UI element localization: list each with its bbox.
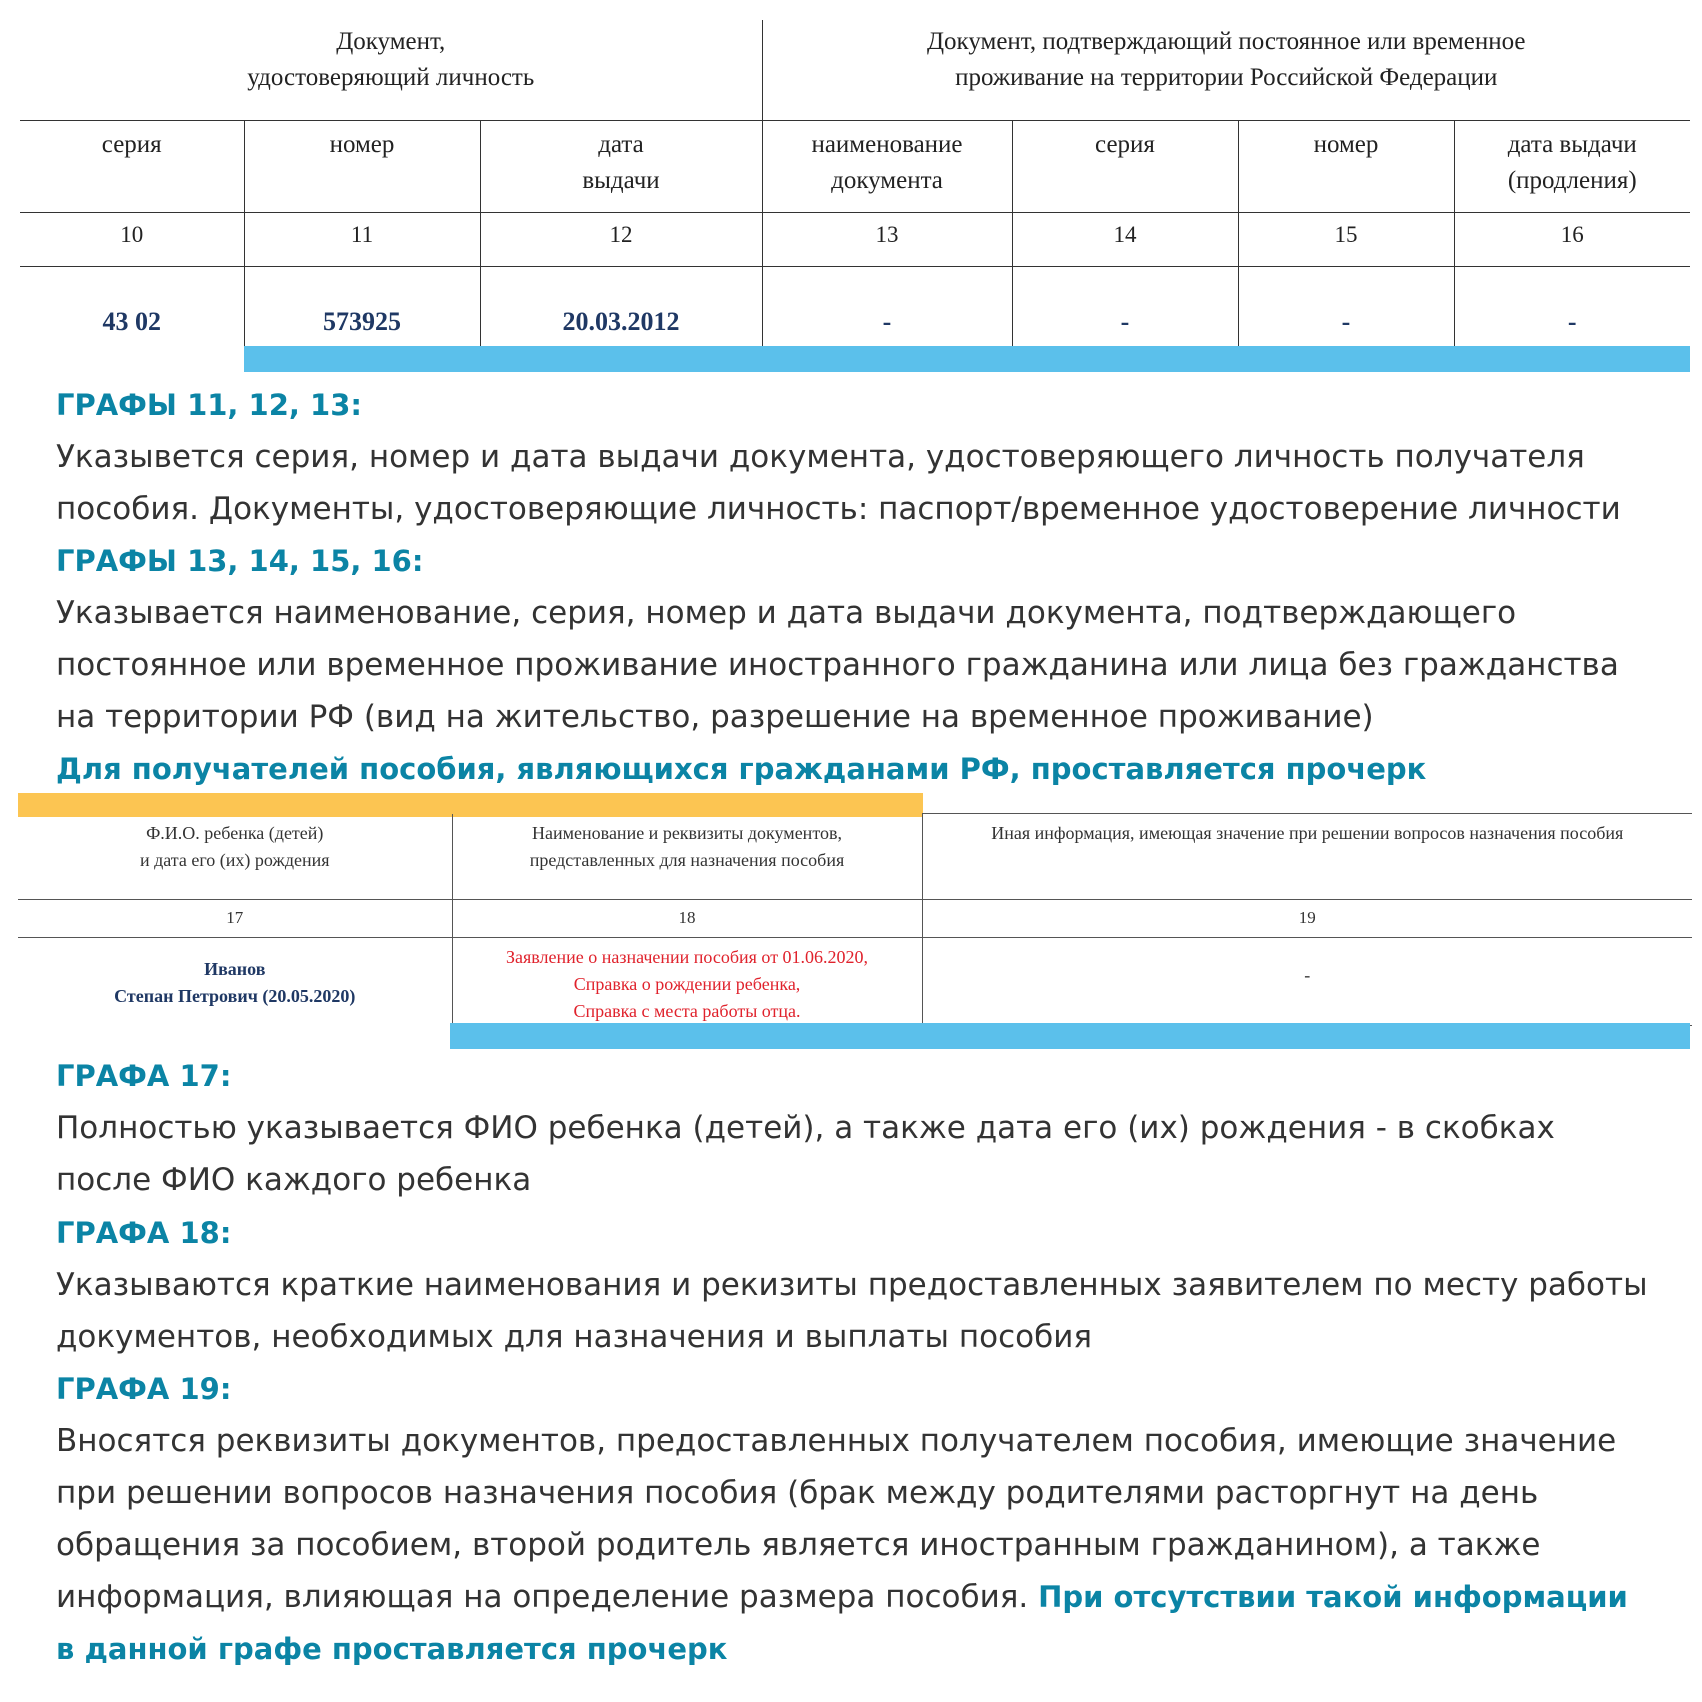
section-text: информация, влияющая на определение размера пособия. [56,1579,1029,1615]
section-text-line: пособия. Документы, удостоверяющие личность: паспорт/временное удостоверение личности [56,491,1621,527]
column-header: наименование документа [762,120,1012,212]
column-header: серия [20,120,244,212]
column-number: 17 [18,900,452,938]
column-header-other-info: Иная информация, имеющая значение при решении вопросов назначения пособия [922,814,1692,900]
children-documents-table [18,813,1692,1026]
column-header: номер [1238,120,1454,212]
cell-residence-doc-name: - [762,266,1012,348]
column-number: 14 [1012,212,1238,266]
section-title-11-13: ГРАФЫ 11, 12, 13: [56,388,362,422]
group-header-identity-document: Документ, удостоверяющий личность [20,20,762,120]
section-text-line: постоянное или временное проживание иностранного гражданина или лица без гражданства [56,647,1619,683]
column-number: 18 [452,900,922,938]
cell-passport-number: 573925 [244,266,480,348]
column-number: 12 [480,212,762,266]
cell-residence-doc-number: - [1238,266,1454,348]
section-text-line: Указывется серия, номер и дата выдачи документа, удостоверяющего личность получателя [56,439,1585,475]
column-header: серия [1012,120,1238,212]
cell-residence-doc-series: - [1012,266,1238,348]
column-number: 16 [1454,212,1690,266]
group-header-residence-document: Документ, подтверждающий постоянное или временное проживание на территории Российской Федерации [762,20,1690,120]
column-number: 19 [922,900,1692,938]
cell-residence-doc-date: - [1454,266,1690,348]
section-text-line: Указывается наименование, серия, номер и дата выдачи документа, подтверждающего [56,595,1517,631]
section-title-17: ГРАФА 17: [56,1059,232,1093]
column-number: 11 [244,212,480,266]
section-text-line: после ФИО каждого ребенка [56,1162,532,1198]
column-header-documents: Наименование и реквизиты документов, представленных для назначения пособия [452,814,922,900]
column-number: 15 [1238,212,1454,266]
column-header-child: Ф.И.О. ребенка (детей) и дата его (их) рождения [18,814,452,900]
section-text-line: на территории РФ (вид на жительство, разрешение на временное проживание) [56,699,1374,735]
section-text-line: Вносятся реквизиты документов, предоставленных получателем пособия, имеющие значение [56,1423,1617,1459]
cell-child-name: Иванов Степан Петрович (20.05.2020) [18,938,452,1026]
highlight-bar-blue [244,346,1690,372]
section-title-19: ГРАФА 19: [56,1372,232,1406]
column-header: дата выдачи [480,120,762,212]
cell-issue-date: 20.03.2012 [480,266,762,348]
highlight-text: При отсутствии такой информации [1038,1580,1628,1614]
cell-documents-list: Заявление о назначении пособия от 01.06.2020, Справка о рождении ребенка, Справка с места работы отца. [452,938,922,1026]
section-title-13-16: ГРАФЫ 13, 14, 15, 16: [56,544,424,578]
cell-passport-series: 43 02 [20,266,244,348]
cell-other-info: - [922,938,1692,1026]
section-text-line [56,1571,1628,1623]
column-header: дата выдачи (продления) [1454,120,1690,212]
section-text-line: документов, необходимых для назначения и выплаты пособия [56,1319,1093,1355]
section-text-line: Полностью указывается ФИО ребенка (детей), а также дата его (их) рождения - в скобках [56,1110,1555,1146]
section-title-18: ГРАФА 18: [56,1216,232,1250]
dash-note: Для получателей пособия, являющихся гражданами РФ, проставляется прочерк [56,752,1427,786]
document-table-identity [20,20,1690,349]
column-number: 13 [762,212,1012,266]
section-text-line: при решении вопросов назначения пособия (брак между родителями расторгнут на день [56,1475,1539,1511]
section-text-line: Указываются краткие наименования и рекизиты предоставленных заявителем по месту работы [56,1267,1648,1303]
highlight-text: в данной графе проставляется прочерк [56,1632,728,1666]
column-header: номер [244,120,480,212]
highlight-bar-blue [450,1023,1690,1049]
column-number: 10 [20,212,244,266]
section-text-line: обращения за пособием, второй родитель является иностранным гражданином), а также [56,1527,1541,1563]
